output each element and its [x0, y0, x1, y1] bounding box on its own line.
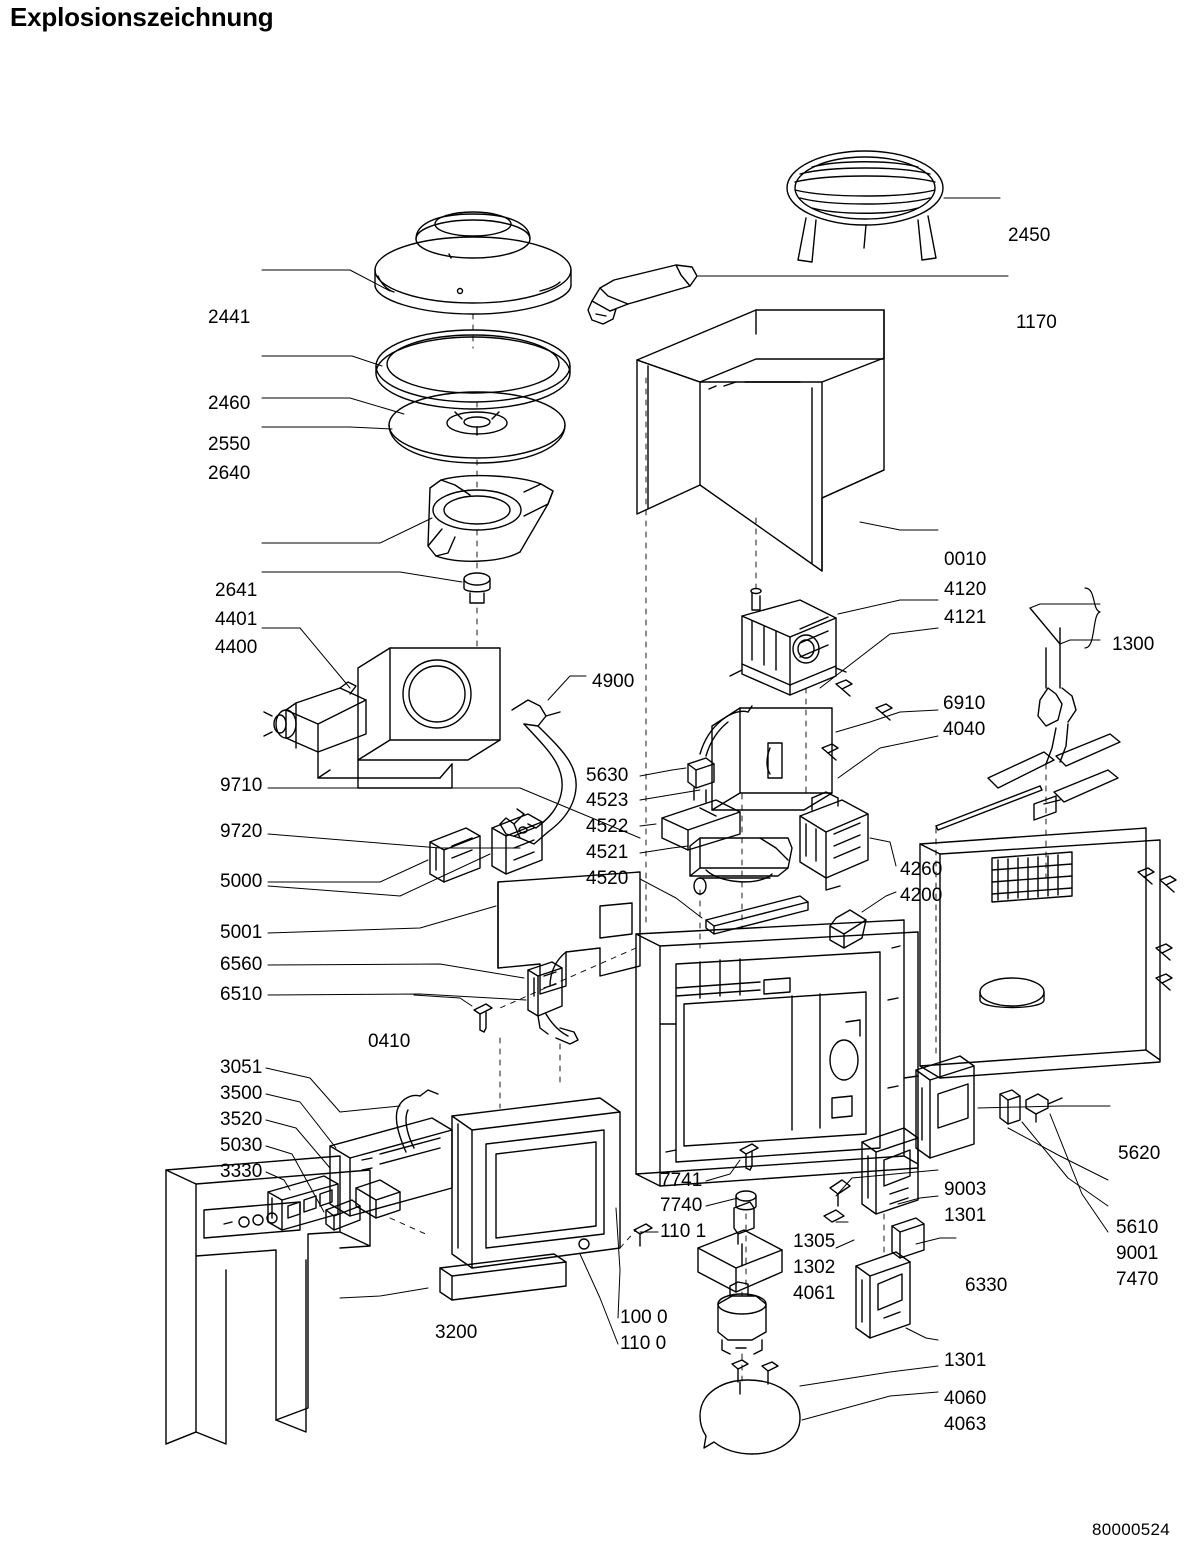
leader-4400: [262, 628, 350, 688]
part-1305-connector: [824, 1180, 850, 1222]
callout-4121: 4121: [944, 607, 987, 628]
callout-9720: 9720: [220, 821, 263, 842]
callout-3330: 3330: [220, 1161, 263, 1182]
leader-9003: [836, 1170, 938, 1196]
leader-2640: [262, 427, 392, 429]
callout-4900: 4900: [592, 671, 635, 692]
leader-6910: [836, 710, 938, 732]
part-4063-base-plate: [700, 1380, 800, 1454]
part-2641-turntable-support: [428, 476, 553, 603]
callout-4401: 4401: [215, 609, 258, 630]
callout-5030: 5030: [220, 1135, 263, 1156]
callout-9710: 9710: [220, 775, 263, 796]
leader-4520: [640, 879, 702, 918]
part-back-panel: [920, 828, 1160, 1078]
part-6510-lamp: [528, 962, 578, 1044]
callout-7741: 7741: [660, 1170, 703, 1191]
callout-5000: 5000: [220, 871, 263, 892]
part-4522-bracket: [662, 800, 740, 850]
callout-6330: 6330: [965, 1275, 1008, 1296]
part-4900-power-cord: [500, 700, 576, 844]
leader-7470: [1050, 1114, 1108, 1232]
leader-6510: [268, 994, 526, 1000]
callout-1301a: 1301: [944, 1205, 987, 1226]
leader-4040: [838, 736, 938, 778]
leader-5620: [978, 1106, 1110, 1108]
leader-3500: [266, 1094, 336, 1148]
callout-7470: 7470: [1116, 1269, 1159, 1290]
leader-5630: [640, 768, 686, 776]
part-4061-motor-cover: [698, 1202, 782, 1292]
part-4121-transformer: [730, 589, 846, 696]
callout-6510: 6510: [220, 984, 263, 1005]
part-main-cavity: [636, 920, 918, 1186]
callout-0410: 0410: [368, 1031, 411, 1052]
leader-4121: [820, 628, 938, 688]
leader-4120: [838, 600, 938, 614]
callout-1302: 1302: [793, 1257, 836, 1278]
callout-2441: 2441: [208, 307, 251, 328]
part-4400-fan-assembly: [264, 648, 500, 788]
callout-4063: 4063: [944, 1414, 987, 1435]
leader-7740: [706, 1198, 738, 1206]
callout-3200: 3200: [435, 1322, 478, 1343]
callout-1301b: 1301: [944, 1350, 987, 1371]
callout-6560: 6560: [220, 954, 263, 975]
callout-110_1: 110 1: [660, 1221, 707, 1242]
callout-5630: 5630: [586, 765, 629, 786]
leader-4521: [640, 846, 688, 853]
callout-9001: 9001: [1116, 1243, 1159, 1264]
leader-3200: [340, 1288, 428, 1298]
callout-2550: 2550: [208, 434, 251, 455]
leader-6560: [268, 964, 524, 978]
part-5620-switch: [916, 1056, 974, 1158]
callout-2640: 2640: [208, 463, 251, 484]
part-4060-motor: [718, 1282, 778, 1384]
callout-4200: 4200: [900, 885, 943, 906]
callout-5610: 5610: [1116, 1217, 1159, 1238]
leader-4060: [800, 1366, 938, 1386]
leader-3051: [266, 1068, 400, 1112]
callout-5620: 5620: [1118, 1143, 1161, 1164]
leader-4063: [802, 1392, 938, 1420]
part-0010-cabinet: [637, 310, 884, 571]
leader-0010: [860, 522, 938, 530]
leader-7741: [706, 1160, 740, 1181]
callout-4522: 4522: [586, 816, 629, 837]
callout-3051: 3051: [220, 1057, 263, 1078]
leader-4260: [870, 838, 896, 866]
leader-1301b: [906, 1328, 938, 1340]
leader-5000-a: [268, 860, 428, 882]
screws-back-panel: [1138, 868, 1176, 990]
leader-4522: [640, 824, 656, 826]
part-1301-relay-lower: [856, 1252, 910, 1338]
callout-4060: 4060: [944, 1388, 987, 1409]
page-title: Explosionszeichnung: [10, 2, 274, 32]
callout-6910: 6910: [943, 693, 986, 714]
part-3330-keypad: [268, 1176, 338, 1230]
callout-3500: 3500: [220, 1083, 263, 1104]
leader-5610: [1008, 1128, 1108, 1180]
part-4521-waveguide: [690, 838, 792, 894]
part-2460-turntable-plate: [376, 330, 570, 409]
callout-0010: 0010: [944, 549, 987, 570]
leader-1300-a: [1030, 604, 1100, 608]
leader-4200: [862, 892, 896, 912]
callout-9003: 9003: [944, 1179, 987, 1200]
part-6910-cover: [712, 708, 832, 810]
leader-9001: [1022, 1122, 1108, 1206]
callout-1305: 1305: [793, 1231, 836, 1252]
callout-2450: 2450: [1008, 225, 1051, 246]
callout-110_0: 110 0: [620, 1333, 667, 1354]
part-2450-wire-rack: [787, 151, 943, 262]
part-7470-bolt: [1026, 1094, 1062, 1122]
callout-7740: 7740: [660, 1195, 703, 1216]
callout-3520: 3520: [220, 1109, 263, 1130]
leader-9710: [268, 788, 640, 838]
leader-4401: [262, 572, 462, 582]
part-2441-cover: [375, 212, 571, 314]
leader-2441: [262, 270, 390, 291]
leader-110-0: [580, 1254, 618, 1344]
callout-4260: 4260: [900, 859, 943, 880]
document-number: 80000524: [1091, 1520, 1170, 1539]
callout-4400: 4400: [215, 637, 258, 658]
leader-5000-b: [268, 854, 490, 896]
leader-9720: [268, 834, 520, 848]
part-5001-side-panel: [498, 872, 640, 994]
part-0410-screw: [474, 1004, 492, 1032]
callout-4521: 4521: [586, 842, 629, 863]
callout-4040: 4040: [943, 719, 986, 740]
leader-1300-b: [1060, 640, 1100, 644]
leader-1302: [836, 1240, 854, 1248]
part-1170-handle: [588, 265, 697, 324]
callout-2641: 2641: [215, 580, 258, 601]
callout-4520: 4520: [586, 868, 629, 889]
exploded-view-drawing: [0, 48, 1186, 1488]
leader-2550: [262, 398, 404, 414]
callout-100_0: 100 0: [620, 1307, 668, 1328]
leader-4900: [548, 676, 586, 700]
leader-5001: [268, 906, 496, 933]
callout-4061: 4061: [793, 1283, 836, 1304]
callout-4523: 4523: [586, 790, 629, 811]
callout-1300: 1300: [1112, 634, 1155, 655]
callout-2460: 2460: [208, 393, 251, 414]
callout-5001: 5001: [220, 922, 263, 943]
callout-4120: 4120: [944, 579, 987, 600]
leader-2641: [262, 518, 432, 543]
part-3500-control-board: [330, 1090, 452, 1218]
leader-2460: [262, 356, 382, 366]
leader-4523: [640, 790, 700, 800]
callout-1170: 1170: [1016, 312, 1057, 333]
leader-6330: [916, 1238, 956, 1244]
